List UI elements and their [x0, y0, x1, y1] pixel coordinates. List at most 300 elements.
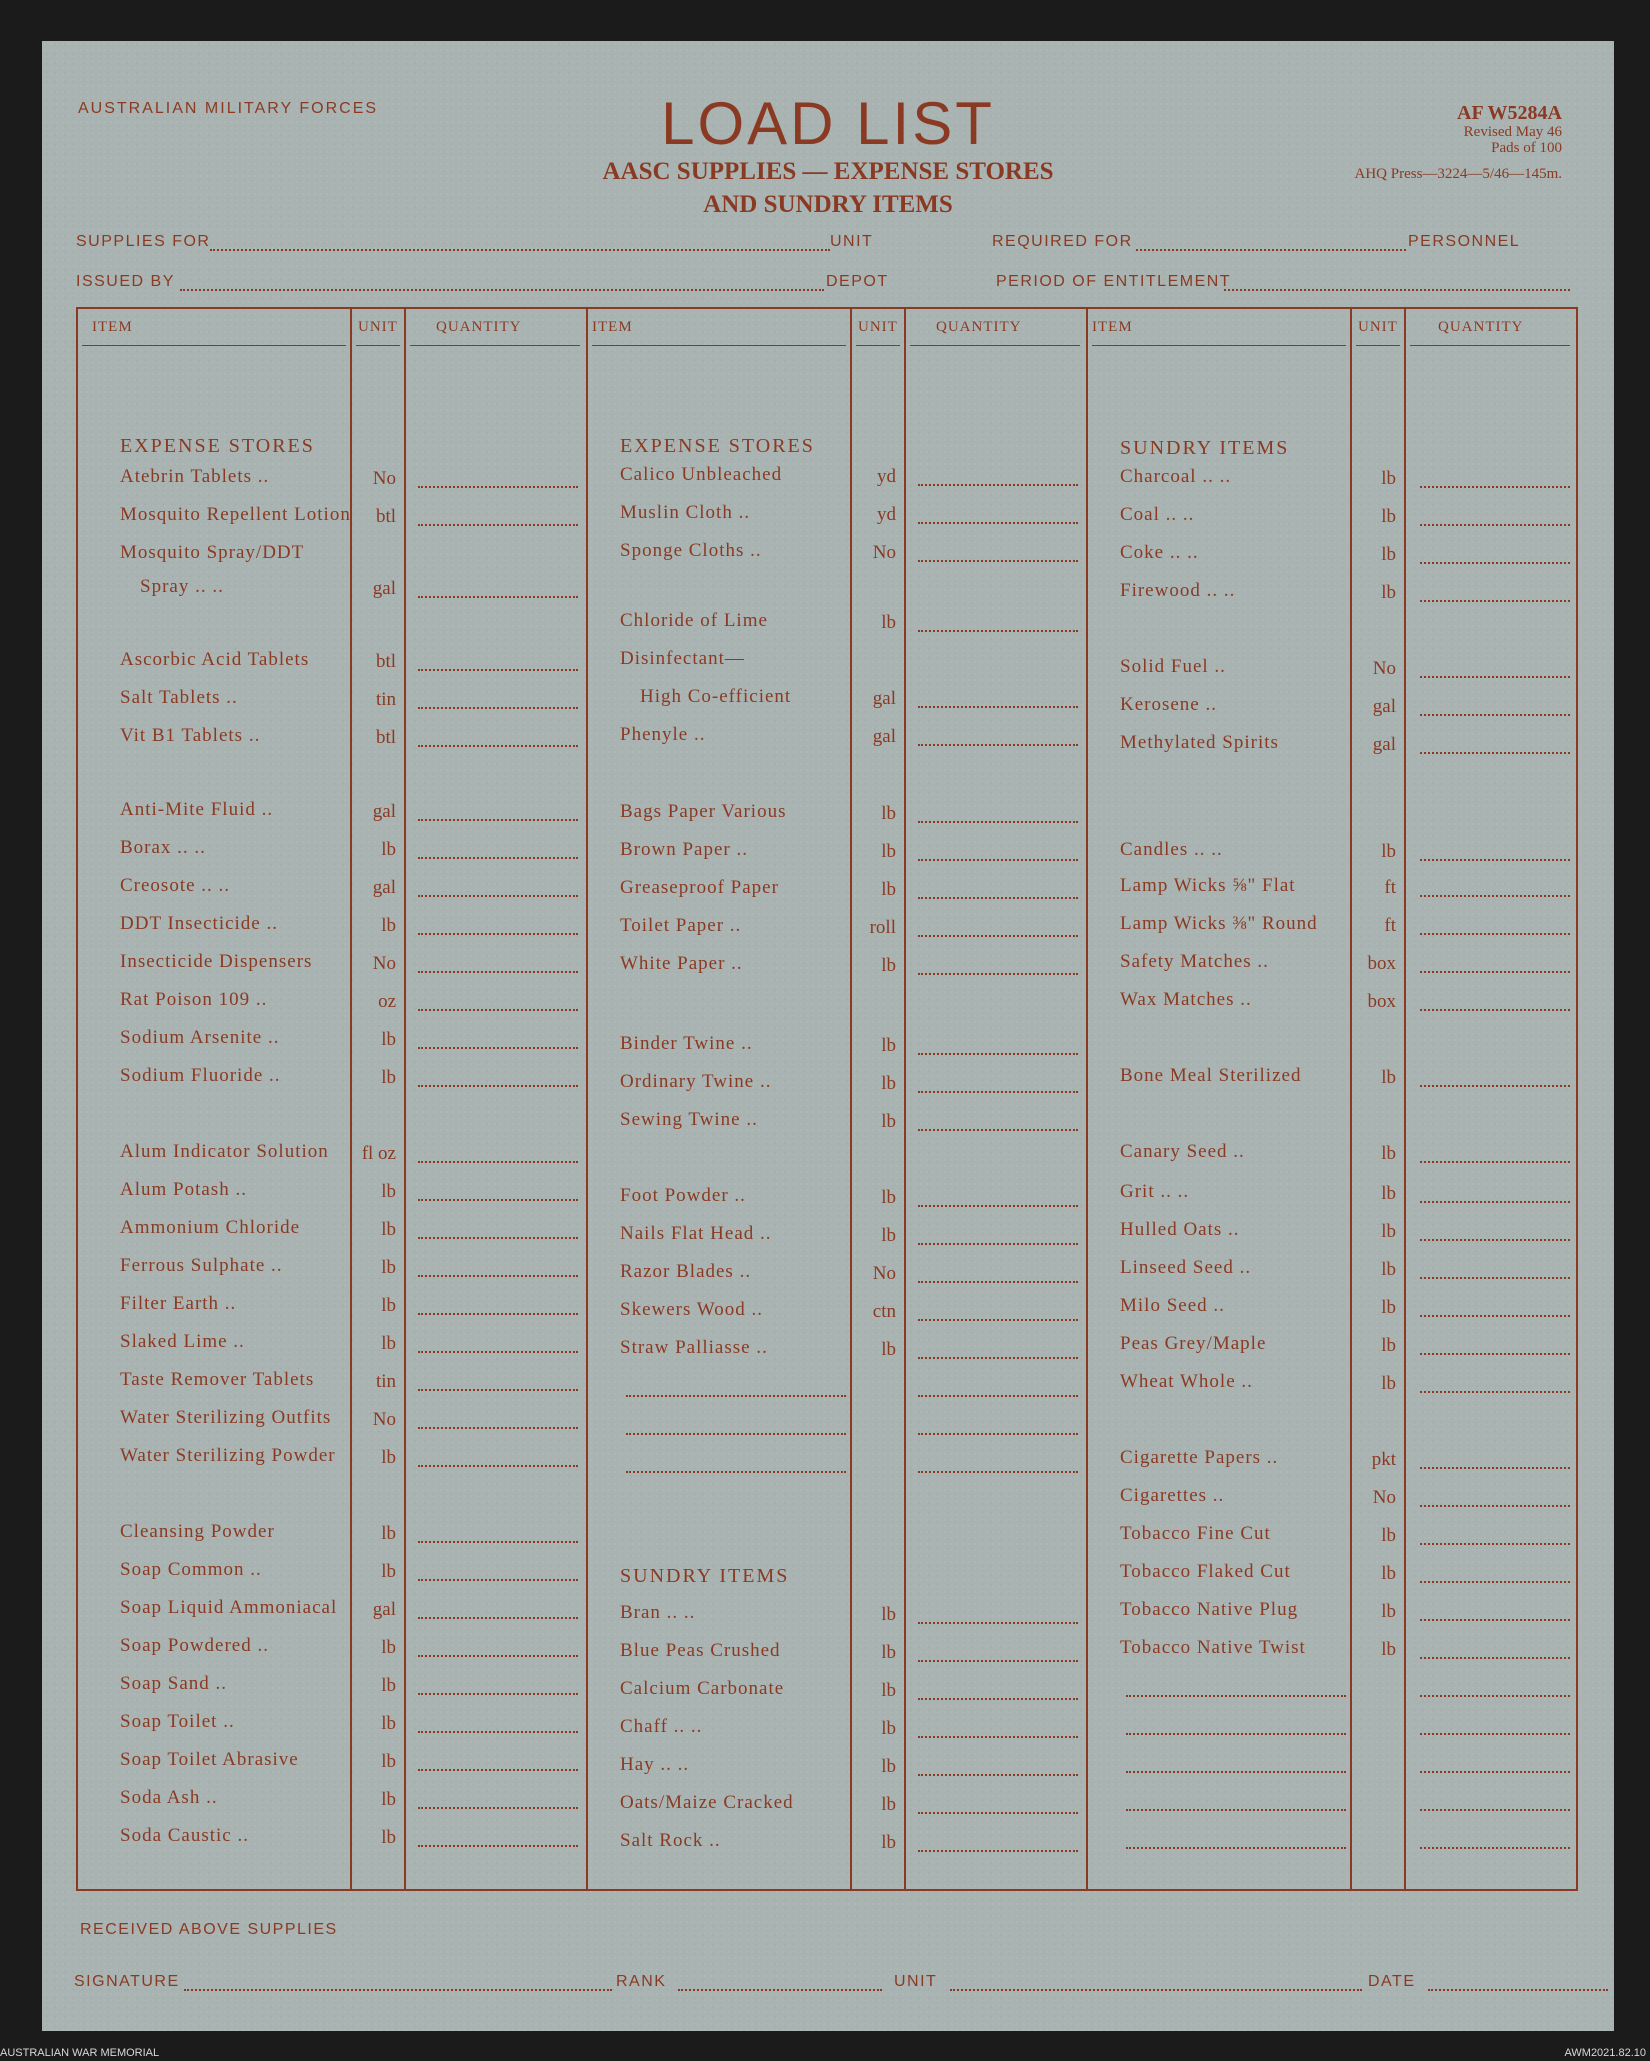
unit-value: ctn — [872, 1301, 896, 1322]
item-label: Water Sterilizing Outfits — [120, 1407, 332, 1428]
unit-value: lb — [881, 1035, 896, 1056]
item-label: Creosote .. .. — [120, 875, 231, 896]
agency-label: AUSTRALIAN MILITARY FORCES — [78, 100, 379, 117]
item-label: Taste Remover Tablets — [120, 1369, 315, 1390]
quantity-field[interactable] — [1420, 600, 1570, 602]
quantity-field[interactable] — [418, 1845, 578, 1847]
quantity-field[interactable] — [918, 821, 1078, 823]
blank-item-field[interactable] — [1126, 1733, 1346, 1735]
unit-value: lb — [381, 1637, 396, 1658]
item-label: Bone Meal Sterilized — [1120, 1065, 1302, 1086]
col2-section-expense-stores: EXPENSE STORES — [620, 435, 815, 457]
item-label: Sponge Cloths .. — [620, 540, 762, 561]
unit-value: lb — [381, 1257, 396, 1278]
quantity-field[interactable] — [918, 484, 1078, 486]
item-label: Toilet Paper .. — [620, 915, 742, 936]
unit-value: lb — [1381, 1373, 1396, 1394]
issued-by-label: ISSUED BY — [76, 273, 175, 290]
quantity-field[interactable] — [418, 857, 578, 859]
item-label: Tobacco Flaked Cut — [1120, 1561, 1291, 1582]
item-label: Spray .. .. — [120, 576, 224, 597]
supplies-for-label: SUPPLIES FOR — [76, 233, 211, 250]
item-label: Water Sterilizing Powder — [120, 1445, 336, 1466]
col3-quantity-header: QUANTITY — [1438, 319, 1524, 335]
item-label: Cleansing Powder — [120, 1521, 275, 1542]
quantity-field[interactable] — [918, 1850, 1078, 1852]
item-label: Lamp Wicks ⅝" Flat — [1120, 875, 1296, 896]
item-label: Kerosene .. — [1120, 694, 1217, 715]
quantity-field[interactable] — [418, 1237, 578, 1239]
item-label: Tobacco Native Twist — [1120, 1637, 1306, 1658]
quantity-field[interactable] — [918, 1433, 1078, 1435]
col1-quantity-header: QUANTITY — [436, 319, 522, 335]
quantity-field[interactable] — [1420, 1239, 1570, 1241]
quantity-field[interactable] — [918, 560, 1078, 562]
quantity-field[interactable] — [1420, 859, 1570, 861]
col2-item-header: ITEM — [592, 319, 633, 335]
unit-value: lb — [381, 1561, 396, 1582]
quantity-field[interactable] — [1420, 1201, 1570, 1203]
item-label: Salt Tablets .. — [120, 687, 238, 708]
quantity-field[interactable] — [418, 1275, 578, 1277]
item-label: High Co-efficient — [620, 686, 792, 707]
quantity-field[interactable] — [418, 1389, 578, 1391]
unit-value: No — [372, 468, 396, 489]
unit-value: fl oz — [361, 1143, 396, 1164]
quantity-field[interactable] — [918, 744, 1078, 746]
col2-quantity-header: QUANTITY — [936, 319, 1022, 335]
col2-unit-header: UNIT — [858, 319, 898, 335]
unit-value: lb — [1381, 544, 1396, 565]
unit-value: gal — [1372, 696, 1396, 717]
quantity-field[interactable] — [1420, 1009, 1570, 1011]
required-for-label: REQUIRED FOR — [992, 233, 1133, 250]
unit-value: lb — [381, 1789, 396, 1810]
col1-qty-rule — [410, 345, 580, 346]
unit-value: lb — [881, 1604, 896, 1625]
unit-value: lb — [881, 1642, 896, 1663]
unit-value: yd — [877, 466, 896, 487]
unit-value: box — [1367, 953, 1396, 974]
quantity-field[interactable] — [918, 1243, 1078, 1245]
quantity-field[interactable] — [918, 1319, 1078, 1321]
subtitle-line-2: AND SUNDRY ITEMS — [703, 191, 953, 218]
col2-section-sundry-items: SUNDRY ITEMS — [620, 1565, 790, 1587]
quantity-field[interactable] — [418, 707, 578, 709]
unit-value: tin — [375, 1371, 396, 1392]
period-label: PERIOD OF ENTITLEMENT — [996, 273, 1232, 290]
quantity-field[interactable] — [418, 1731, 578, 1733]
unit-value: lb — [381, 1295, 396, 1316]
quantity-field[interactable] — [1420, 562, 1570, 564]
item-label: Cigarettes .. — [1120, 1485, 1225, 1506]
unit-value: lb — [381, 1523, 396, 1544]
issued-by-field[interactable] — [180, 289, 824, 291]
item-label: Chloride of Lime — [620, 610, 768, 631]
unit-value: lb — [881, 803, 896, 824]
item-label: Insecticide Dispensers — [120, 951, 313, 972]
item-label: Canary Seed .. — [1120, 1141, 1245, 1162]
item-label: Skewers Wood .. — [620, 1299, 763, 1320]
quantity-field[interactable] — [1420, 895, 1570, 897]
item-label: Milo Seed .. — [1120, 1295, 1225, 1316]
item-label: Phenyle .. — [620, 724, 706, 745]
unit-value: gal — [372, 877, 396, 898]
item-label: Coal .. .. — [1120, 504, 1195, 525]
item-label: Wheat Whole .. — [1120, 1371, 1253, 1392]
col-divider — [850, 309, 852, 1889]
load-list-table — [76, 307, 1578, 1891]
quantity-field[interactable] — [918, 522, 1078, 524]
quantity-field[interactable] — [1420, 486, 1570, 488]
quantity-field[interactable] — [418, 1427, 578, 1429]
blank-item-field[interactable] — [1126, 1809, 1346, 1811]
form-number: AF W5284A — [1457, 102, 1562, 124]
unit-value: lb — [881, 1794, 896, 1815]
col3-section-sundry-items: SUNDRY ITEMS — [1120, 437, 1290, 459]
quantity-field[interactable] — [1420, 971, 1570, 973]
unit-value: lb — [881, 955, 896, 976]
quantity-field[interactable] — [418, 1655, 578, 1657]
item-label: Ammonium Chloride — [120, 1217, 301, 1238]
unit-value: lb — [381, 839, 396, 860]
unit-value: lb — [1381, 1563, 1396, 1584]
unit-value: No — [372, 953, 396, 974]
personnel-label: PERSONNEL — [1408, 233, 1521, 250]
quantity-field[interactable] — [418, 1351, 578, 1353]
quantity-field[interactable] — [1420, 1771, 1570, 1773]
blank-item-field[interactable] — [1126, 1847, 1346, 1849]
col1-header-rule — [82, 345, 346, 346]
col3-unit-rule — [1356, 345, 1400, 346]
quantity-field[interactable] — [418, 1541, 578, 1543]
quantity-field[interactable] — [918, 1395, 1078, 1397]
blank-item-field[interactable] — [626, 1471, 846, 1473]
item-label: Bags Paper Various — [620, 801, 787, 822]
date-field[interactable] — [1428, 1989, 1608, 1991]
subtitle-line-1: AASC SUPPLIES — EXPENSE STORES — [602, 158, 1054, 185]
quantity-field[interactable] — [918, 1774, 1078, 1776]
unit-footer-field[interactable] — [950, 1989, 1362, 1991]
quantity-field[interactable] — [1420, 1847, 1570, 1849]
quantity-field[interactable] — [1420, 1085, 1570, 1087]
unit-value: box — [1367, 991, 1396, 1012]
quantity-field[interactable] — [918, 1357, 1078, 1359]
unit-value: lb — [1381, 1067, 1396, 1088]
unit-value: lb — [881, 1225, 896, 1246]
quantity-field[interactable] — [418, 1313, 578, 1315]
quantity-field[interactable] — [1420, 1543, 1570, 1545]
item-label: Calcium Carbonate — [620, 1678, 785, 1699]
unit-value: gal — [1372, 734, 1396, 755]
quantity-field[interactable] — [418, 1161, 578, 1163]
item-label: Sodium Fluoride .. — [120, 1065, 281, 1086]
date-label: DATE — [1368, 1973, 1416, 1990]
unit-value: lb — [1381, 582, 1396, 603]
unit-value: lb — [1381, 468, 1396, 489]
unit-value: lb — [1381, 1183, 1396, 1204]
quantity-field[interactable] — [418, 971, 578, 973]
depot-label: DEPOT — [826, 273, 889, 290]
unit-value: lb — [881, 879, 896, 900]
unit-value: lb — [381, 1067, 396, 1088]
unit-value: lb — [381, 1675, 396, 1696]
unit-value: lb — [1381, 1335, 1396, 1356]
col-divider — [1404, 309, 1406, 1889]
rank-field[interactable] — [678, 1989, 882, 1991]
item-label: Oats/Maize Cracked — [620, 1792, 794, 1813]
quantity-field[interactable] — [918, 1281, 1078, 1283]
quantity-field[interactable] — [1420, 933, 1570, 935]
item-label: Solid Fuel .. — [1120, 656, 1226, 677]
item-label: Tobacco Fine Cut — [1120, 1523, 1271, 1544]
quantity-field[interactable] — [418, 1693, 578, 1695]
unit-value: No — [872, 1263, 896, 1284]
item-label: Anti-Mite Fluid .. — [120, 799, 274, 820]
unit-value: lb — [881, 1756, 896, 1777]
blank-item-field[interactable] — [1126, 1771, 1346, 1773]
quantity-field[interactable] — [918, 1129, 1078, 1131]
item-label: Soap Toilet .. — [120, 1711, 235, 1732]
quantity-field[interactable] — [418, 1047, 578, 1049]
unit-value: pkt — [1371, 1449, 1396, 1470]
item-label: Binder Twine .. — [620, 1033, 753, 1054]
unit-value: ft — [1384, 915, 1396, 936]
quantity-field[interactable] — [418, 669, 578, 671]
quantity-field[interactable] — [418, 596, 578, 598]
col2-qty-rule — [910, 345, 1080, 346]
quantity-field[interactable] — [1420, 1695, 1570, 1697]
item-label: Grit .. .. — [1120, 1181, 1190, 1202]
pad-count: Pads of 100 — [1491, 140, 1562, 156]
quantity-field[interactable] — [918, 1660, 1078, 1662]
unit-value: gal — [872, 726, 896, 747]
unit-value: lb — [381, 1713, 396, 1734]
quantity-field[interactable] — [1420, 1733, 1570, 1735]
quantity-field[interactable] — [918, 1698, 1078, 1700]
blank-item-field[interactable] — [626, 1395, 846, 1397]
quantity-field[interactable] — [1420, 1315, 1570, 1317]
required-for-field[interactable] — [1136, 249, 1406, 251]
quantity-field[interactable] — [418, 895, 578, 897]
unit-value: No — [872, 542, 896, 563]
item-label: Bran .. .. — [620, 1602, 696, 1623]
unit-value: ft — [1384, 877, 1396, 898]
quantity-field[interactable] — [418, 1617, 578, 1619]
quantity-field[interactable] — [918, 935, 1078, 937]
col2-unit-rule — [856, 345, 900, 346]
unit-value: lb — [381, 1333, 396, 1354]
quantity-field[interactable] — [418, 1807, 578, 1809]
item-label: Vit B1 Tablets .. — [120, 725, 261, 746]
quantity-field[interactable] — [418, 1085, 578, 1087]
unit-value: lb — [381, 1751, 396, 1772]
issued-by-row — [76, 273, 1578, 295]
col3-item-header: ITEM — [1092, 319, 1133, 335]
quantity-field[interactable] — [418, 486, 578, 488]
quantity-field[interactable] — [418, 745, 578, 747]
quantity-field[interactable] — [1420, 1353, 1570, 1355]
quantity-field[interactable] — [1420, 676, 1570, 678]
item-label: Soda Ash .. — [120, 1787, 218, 1808]
unit-value: gal — [372, 801, 396, 822]
period-field[interactable] — [1224, 289, 1570, 291]
col3-unit-header: UNIT — [1358, 319, 1398, 335]
quantity-field[interactable] — [418, 524, 578, 526]
col1-unit-rule — [356, 345, 400, 346]
quantity-field[interactable] — [418, 1465, 578, 1467]
item-label: Rat Poison 109 .. — [120, 989, 268, 1010]
unit-value: No — [372, 1409, 396, 1430]
unit-value: lb — [381, 915, 396, 936]
quantity-field[interactable] — [418, 1769, 578, 1771]
quantity-field[interactable] — [918, 1205, 1078, 1207]
unit-value: lb — [1381, 841, 1396, 862]
unit-value: lb — [881, 841, 896, 862]
supplies-for-field[interactable] — [210, 249, 830, 251]
quantity-field[interactable] — [918, 1471, 1078, 1473]
unit-value: No — [1372, 1487, 1396, 1508]
item-label: Ascorbic Acid Tablets — [120, 649, 310, 670]
quantity-field[interactable] — [918, 859, 1078, 861]
quantity-field[interactable] — [918, 1091, 1078, 1093]
form-title: LOAD LIST — [661, 90, 995, 157]
unit-value: gal — [872, 688, 896, 709]
unit-value: btl — [375, 651, 396, 672]
item-label: Wax Matches .. — [1120, 989, 1252, 1010]
item-label: Linseed Seed .. — [1120, 1257, 1252, 1278]
form-number-block — [1354, 102, 1562, 182]
item-label: Charcoal .. .. — [1120, 466, 1232, 487]
unit-value: lb — [1381, 1259, 1396, 1280]
unit-value: oz — [378, 991, 396, 1012]
quantity-field[interactable] — [1420, 1809, 1570, 1811]
quantity-field[interactable] — [1420, 1161, 1570, 1163]
quantity-field[interactable] — [1420, 1505, 1570, 1507]
quantity-field[interactable] — [1420, 752, 1570, 754]
quantity-field[interactable] — [1420, 1391, 1570, 1393]
quantity-field[interactable] — [418, 1579, 578, 1581]
col-divider — [586, 309, 588, 1889]
quantity-field[interactable] — [418, 1199, 578, 1201]
item-label: Lamp Wicks ⅜" Round — [1120, 913, 1318, 934]
quantity-field[interactable] — [1420, 1619, 1570, 1621]
unit-value: gal — [372, 578, 396, 599]
item-label: Muslin Cloth .. — [620, 502, 751, 523]
signature-field[interactable] — [184, 1989, 612, 1991]
unit-value: lb — [881, 1832, 896, 1853]
unit-value: roll — [869, 917, 896, 938]
blank-item-field[interactable] — [1126, 1695, 1346, 1697]
item-label: Ordinary Twine .. — [620, 1071, 772, 1092]
item-label: Mosquito Spray/DDT — [120, 542, 305, 563]
unit-value: lb — [881, 1339, 896, 1360]
item-label: Calico Unbleached — [620, 464, 783, 485]
item-label: Borax .. .. — [120, 837, 206, 858]
unit-value: lb — [1381, 1221, 1396, 1242]
unit-value: lb — [881, 1111, 896, 1132]
item-label: Soap Common .. — [120, 1559, 262, 1580]
item-label: Soda Caustic .. — [120, 1825, 249, 1846]
unit-value: lb — [881, 1073, 896, 1094]
item-label: Chaff .. .. — [620, 1716, 703, 1737]
col-divider — [350, 309, 352, 1889]
item-label: Soap Powdered .. — [120, 1635, 269, 1656]
item-label: Methylated Spirits — [1120, 732, 1279, 753]
item-label: Soap Liquid Ammoniacal — [120, 1597, 338, 1618]
item-label: Soap Toilet Abrasive — [120, 1749, 299, 1770]
unit-value: No — [1372, 658, 1396, 679]
item-label: Filter Earth .. — [120, 1293, 237, 1314]
unit-value: lb — [381, 1219, 396, 1240]
unit-value: lb — [381, 1827, 396, 1848]
item-label: Cigarette Papers .. — [1120, 1447, 1279, 1468]
quantity-field[interactable] — [1420, 714, 1570, 716]
quantity-field[interactable] — [418, 819, 578, 821]
quantity-field[interactable] — [918, 706, 1078, 708]
unit-value: btl — [375, 506, 396, 527]
col3-qty-rule — [1410, 345, 1570, 346]
col-divider — [404, 309, 406, 1889]
quantity-field[interactable] — [918, 897, 1078, 899]
item-label: Nails Flat Head .. — [620, 1223, 772, 1244]
quantity-field[interactable] — [918, 1812, 1078, 1814]
item-label: Alum Potash .. — [120, 1179, 247, 1200]
item-label: Peas Grey/Maple — [1120, 1333, 1267, 1354]
item-label: Candles .. .. — [1120, 839, 1223, 860]
col3-header-rule — [1092, 345, 1346, 346]
item-label: Brown Paper .. — [620, 839, 748, 860]
unit-value: lb — [881, 1718, 896, 1739]
quantity-field[interactable] — [1420, 524, 1570, 526]
quantity-field[interactable] — [1420, 1467, 1570, 1469]
signature-row — [74, 1973, 1578, 1997]
item-label: Safety Matches .. — [1120, 951, 1269, 972]
received-label: RECEIVED ABOVE SUPPLIES — [80, 1921, 338, 1938]
item-label: Ferrous Sulphate .. — [120, 1255, 283, 1276]
quantity-field[interactable] — [918, 630, 1078, 632]
unit-value: lb — [1381, 1601, 1396, 1622]
press-mark: AHQ Press—3224—5/46—145m. — [1354, 166, 1562, 182]
unit-label: UNIT — [830, 233, 874, 250]
quantity-field[interactable] — [1420, 1277, 1570, 1279]
blank-item-field[interactable] — [626, 1433, 846, 1435]
unit-value: tin — [375, 689, 396, 710]
quantity-field[interactable] — [918, 1736, 1078, 1738]
quantity-field[interactable] — [1420, 1657, 1570, 1659]
col-divider — [1086, 309, 1088, 1889]
col-divider — [904, 309, 906, 1889]
item-label: Mosquito Repellent Lotion — [120, 504, 351, 525]
item-label: Slaked Lime .. — [120, 1331, 245, 1352]
supplies-for-row — [76, 233, 1578, 255]
item-label: Atebrin Tablets .. — [120, 466, 270, 487]
item-label: White Paper .. — [620, 953, 743, 974]
quantity-field[interactable] — [418, 933, 578, 935]
credit-left: AUSTRALIAN WAR MEMORIAL — [0, 2047, 160, 2059]
unit-value: gal — [372, 1599, 396, 1620]
quantity-field[interactable] — [1420, 1581, 1570, 1583]
quantity-field[interactable] — [918, 1622, 1078, 1624]
quantity-field[interactable] — [918, 973, 1078, 975]
unit-value: lb — [881, 1187, 896, 1208]
quantity-field[interactable] — [418, 1009, 578, 1011]
rank-label: RANK — [616, 1973, 667, 1990]
col1-section-expense-stores: EXPENSE STORES — [120, 435, 315, 457]
quantity-field[interactable] — [918, 1053, 1078, 1055]
item-label: Salt Rock .. — [620, 1830, 721, 1851]
unit-value: lb — [1381, 1525, 1396, 1546]
